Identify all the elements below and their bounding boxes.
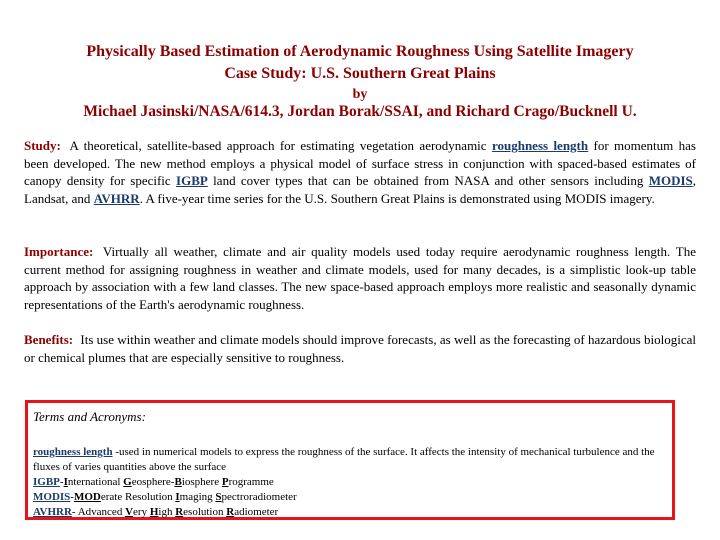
acronym-word: esolution [183,506,227,518]
acronym-letter: H [149,506,159,518]
definition-separator: - Advanced [71,506,126,518]
acronym-letter: MOD [73,491,101,503]
terms-box [25,400,675,520]
definition-separator: - [70,491,74,503]
acronym-letter: B [174,476,182,488]
acronym-letter: I [63,476,68,488]
definition-roughness-length [33,445,667,475]
acronym-letter: R [175,506,184,518]
importance-label: Importance: [24,244,94,259]
acronym-word: iosphere [181,476,222,488]
benefits-paragraph [24,331,696,366]
acronym-word: erate Resolution [100,491,176,503]
avhrr-link[interactable]: AVHRR [93,190,140,206]
acronym-word: rogramme [228,476,274,488]
study-label: Study: [24,138,61,153]
acronym-word: nternational [67,476,124,488]
definition-avhrr [33,505,667,520]
acronym-letter: G [123,476,132,488]
byline: by [352,87,368,102]
study-text: , Landsat, and [24,173,696,206]
acronym-letter: P [221,476,229,488]
importance-paragraph [24,243,696,313]
definition-separator: - [59,476,64,488]
definition-text: -used in numerical models to express the roughness of the surface. It affects the intensity of mechanical turbulence and the fluxes of varies quantities above the surface [33,446,655,473]
acronym-word: eosphere- [131,476,175,488]
modis-term[interactable]: MODIS [33,491,71,503]
page-subtitle: Case Study: U.S. Southern Great Plains [224,65,496,82]
study-paragraph [24,137,696,207]
benefits-text: Its use within weather and climate models should improve forecasts, as well as the forecasting of hazardous biological or chemical plumes that are especially sensitive to roughness. [24,332,696,365]
page-title: Physically Based Estimation of Aerodynamic Roughness Using Satellite Imagery [86,43,634,60]
acronym-letter: R [226,506,235,518]
study-text: for momentum has been developed. The new method employs a physical model of surface stress in conjunction with spaced-based estimates of canopy density for specific [24,138,696,188]
definition-igbp [33,475,667,490]
igbp-term[interactable]: IGBP [33,476,60,488]
roughness-length-term[interactable]: roughness length [33,446,113,458]
acronym-word: maging [179,491,216,503]
avhrr-term[interactable]: AVHRR [33,506,72,518]
definition-modis [33,490,667,505]
acronym-letter: I [175,491,180,503]
igbp-link[interactable]: IGBP [176,173,208,188]
acronym-word: adiometer [234,506,279,518]
roughness-length-link[interactable]: roughness length [491,138,589,153]
terms-heading: Terms and Acronyms: [33,409,146,424]
acronym-letter: S [215,491,222,503]
importance-text: Virtually all weather, climate and air quality models used today require aerodynamic roughness length. The current method for assigning roughness in weather and climate models, used for many decades, is a simplistic look-up table approach by association with a few land classes. The new space-based approach employs more realistic and seasonally dynamic representations of the Earth's aerodynamic roughness. [24,244,696,312]
study-text: . A five-year time series for the U.S. Southern Great Plains is demonstrated using MODIS imagery. [139,190,655,206]
study-text: A theoretical, satellite-based approach for estimating vegetation aerodynamic [69,138,492,153]
acronym-word: pectroradiometer [221,491,297,503]
authors: Michael Jasinski/NASA/614.3, Jordan Borak/SSAI, and Richard Crago/Bucknell U. [83,103,637,120]
acronym-letter: V [125,506,134,518]
modis-link[interactable]: MODIS [648,173,693,188]
study-text: land cover types that can be obtained from NASA and other sensors including [207,173,649,188]
benefits-label: Benefits: [24,332,74,347]
acronym-word: ery [133,506,150,518]
acronym-word: igh [158,506,176,518]
